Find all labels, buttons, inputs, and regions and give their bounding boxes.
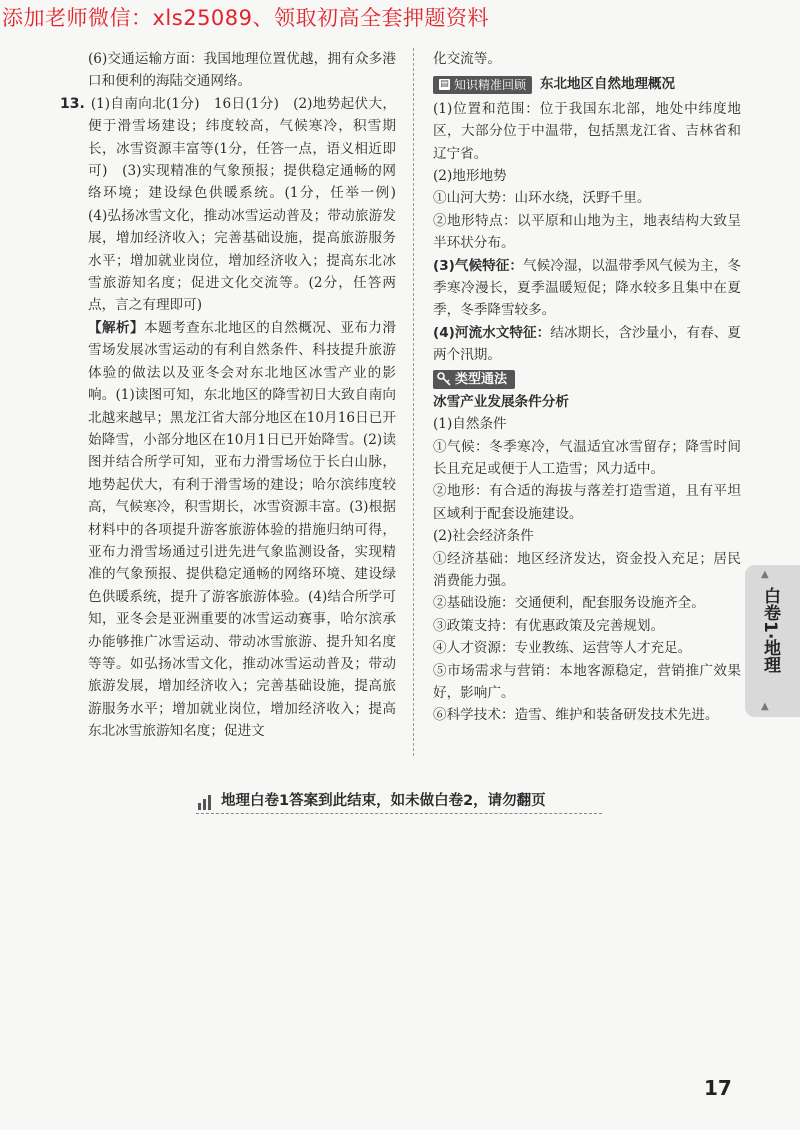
natural-heading: (1)自然条件 [433,416,507,433]
side-tab-label: 白卷1·地理 [760,587,780,674]
river-text: 结冰期长，含沙量小，有春、夏两个汛期。 [433,324,742,364]
question-13-text: (1)自南向北(1分) 16日(1分) (2)地势起伏大，便于滑雪场建设；纬度较高，气候寒冷，积雪期长，冰雪资源丰富等(1分，任答一点，语义相近即可) (3)实现精准的气象预报；提供稳定通畅的网络环境；建设绿色供暖系统。(1分，任举一例) (4)弘扬冰雪文化，推动冰雪运动普及；带动旅游发展，增加经济收入；完善基础设施，提高旅游服务水平；增加就业岗位，增加经济收入；提高东北冰雪旅游知名度；促进文化交流等。(2分，任答两点，言之有理即可) [88,95,410,314]
key-icon [437,372,451,386]
social-item-1: ①经济基础：地区经济发达，资金投入充足；居民消费能力强。 [433,550,741,589]
knowledge-review-label: 知识精准回顾 [454,77,527,92]
method-tag-label: 类型通法 [455,371,508,387]
social-item-2: ②基础设施：交通便利，配套服务设施齐全。 [433,595,705,612]
social-heading: (2)社会经济条件 [433,528,534,545]
climate-label: (3)气候特征： [433,257,524,274]
left-column [60,48,410,743]
book-icon: ▤ [440,79,449,90]
knowledge-review-tag [433,76,532,94]
analysis-label: 【解析】 [88,319,145,336]
river-paragraph [433,322,741,367]
question-number: 13. [60,95,85,112]
side-tab[interactable] [745,565,800,717]
analysis-text: 本题考查东北地区的自然概况、亚布力滑雪场发展冰雪运动的有利自然条件、科技提升旅游体验的做法以及亚冬会对东北地区冰雪产业的影响。(1)读图可知，东北地区的降雪初日大致自南向北越来越早；黑龙江省大部分地区在10月16日已开始降雪，小部分地区在10月1日已开始降雪。(2)读图并结合所学可知，亚布力滑雪场位于长白山脉，地势起伏大，有利于滑雪场的建设；哈尔滨纬度较高，气候寒冷，积雪期长，冰雪资源丰富。(3)根据材料中的各项提升游客旅游体验的措施归纳可得，亚布力滑雪场通过引进先进气象监测设备，实现精准的气象预报、提供稳定通畅的网络环境、建设绿色供暖系统，提升了游客旅游体验。(4)结合所学可知，亚冬会是亚洲重要的冰雪运动赛事，哈尔滨承办能够推广冰雪运动、带动冰雪旅游、提升知名度等等。如弘扬冰雪文化，推动冰雪运动普及；带动旅游发展，增加经济收入；完善基础设施，提高旅游服务水平；增加就业岗位，增加经济收入；提高东北冰雪旅游知名度；促进文 [88,319,396,740]
river-label: (4)河流水文特征： [433,324,551,341]
social-item-5: ⑤市场需求与营销：本地客源稳定，营销推广效果好，影响广。 [433,662,741,701]
analysis-paragraph [88,317,396,743]
arrow-up-icon: ▲ [761,569,769,580]
footer-text: 地理白卷1答案到此结束，如未做白卷2，请勿翻页 [221,793,546,809]
social-item-4: ④人才资源：专业教练、运营等人才充足。 [433,640,692,657]
question-13-answer [60,93,410,317]
natural-item-1: ①气候：冬季寒冷，气温适宜冰雪留存；降雪时间长且充足或便于人工造雪；风力适中。 [433,438,741,477]
promo-banner: 添加老师微信：xls25089、领取初高全套押题资料 [2,6,490,30]
terrain-item-2: ②地形特点：以平原和山地为主，地表结构大致呈半环状分布。 [433,212,741,252]
location-paragraph: (1)位置和范围：位于我国东北部，地处中纬度地区，大部分位于中温带，包括黑龙江省、吉林省和辽宁省。 [433,100,741,162]
knowledge-review-title: 东北地区自然地理概况 [540,76,676,93]
method-tag [433,370,515,389]
footer-divider [196,813,602,814]
social-item-6: ⑥科学技术：造雪、维护和装备研发技术先进。 [433,707,719,724]
arrow-down-icon: ▲ [761,701,769,712]
social-item-3: ③政策支持：有优惠政策及完善规划。 [433,617,665,634]
footer-notice [198,789,546,810]
page-number: 17 [704,1076,732,1100]
climate-text: 气候冷湿，以温带季风气候为主，冬季寒冷漫长，夏季温暖短促；降水较多且集中在夏季，冬季降雪较多。 [433,257,742,319]
column-divider [413,48,414,756]
climate-paragraph [433,255,741,322]
knowledge-review-header [433,73,741,95]
terrain-item-1: ①山河大势：山环水绕，沃野千里。 [433,190,651,207]
method-subheading: 冰雪产业发展条件分析 [433,393,569,410]
answer-paragraph-transport: (6)交通运输方面：我国地理位置优越，拥有众多港口和便利的海陆交通网络。 [88,51,396,90]
continued-text: 化交流等。 [433,51,501,67]
natural-item-2: ②地形：有合适的海拔与落差打造雪道，且有平坦区域利于配套设施建设。 [433,483,741,522]
terrain-heading: (2)地形地势 [433,168,507,185]
bars-icon [198,795,213,810]
method-header [433,370,741,389]
right-column [433,48,741,727]
